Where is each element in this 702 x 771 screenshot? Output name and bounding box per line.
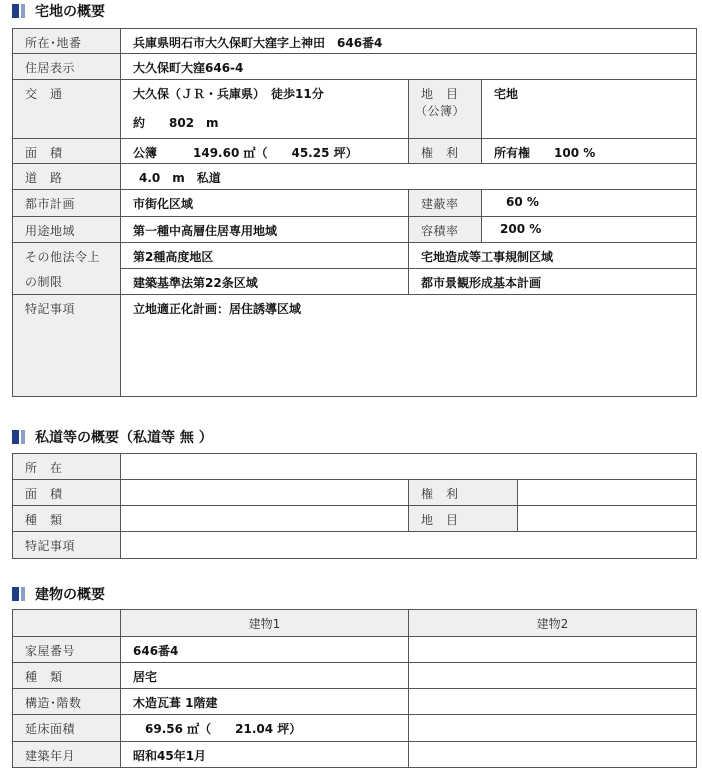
section-title-land (12, 0, 105, 22)
label-road-chimoku: 地 目 (409, 506, 518, 532)
value-road: 4.0 m 私道 (121, 164, 697, 190)
section-title-text: 建物の概要 (35, 587, 105, 603)
label-area: 面 積 (13, 139, 121, 164)
value-road-right (518, 480, 697, 506)
label-other-line2: の制限 (25, 275, 63, 289)
value-city-planning: 市街化区域 (121, 190, 409, 217)
value-area: 公簿 149.60 ㎡（ 45.25 坪） (121, 139, 409, 164)
label-chimoku (409, 80, 482, 139)
label-road-location: 所 在 (13, 454, 121, 480)
label-house-number: 家屋番号 (13, 637, 121, 663)
transport-line: 大久保（ＪＲ・兵庫県） 徒歩11分 (133, 87, 324, 101)
value-far: 200 % (482, 217, 697, 243)
header-building-1: 建物1 (121, 610, 409, 637)
label-building-type: 種 類 (13, 663, 121, 689)
label-road-notes: 特記事項 (13, 532, 121, 559)
value-location: 兵庫県明石市大久保町大窪字上神田 646番4 (121, 29, 697, 54)
value-chimoku: 宅地 (482, 80, 697, 139)
section-title-building (12, 583, 105, 605)
label-road-area: 面 積 (13, 480, 121, 506)
land-table (12, 28, 697, 397)
value-built-date-1: 昭和45年1月 (121, 742, 409, 768)
value-structure-1: 木造瓦葺 1階建 (121, 689, 409, 715)
value-structure-2 (409, 689, 697, 715)
value-zoning: 第一種中高層住居専用地域 (121, 217, 409, 243)
value-building-type-2 (409, 663, 697, 689)
value-transport (121, 80, 409, 139)
value-built-date-2 (409, 742, 697, 768)
header-building-2: 建物2 (409, 610, 697, 637)
label-other-line1: その他法令上 (25, 250, 101, 264)
value-road-location (121, 454, 697, 480)
label-road-type: 種 類 (13, 506, 121, 532)
section-marker-icon (12, 430, 19, 444)
value-floor-area-2 (409, 715, 697, 742)
value-house-number-1: 646番4 (121, 637, 409, 663)
label-chimoku-text: 地 目 (421, 87, 459, 101)
value-floor-area-1: 69.56 ㎡（ 21.04 坪） (121, 715, 409, 742)
value-other-3: 建築基準法第22条区域 (121, 269, 409, 295)
value-road-area (121, 480, 409, 506)
label-road: 道 路 (13, 164, 121, 190)
section-marker-icon (12, 4, 19, 18)
section-marker-icon (21, 587, 25, 601)
value-notes: 立地適正化計画：居住誘導区域 (121, 295, 697, 397)
section-marker-icon (21, 430, 25, 444)
value-address: 大久保町大窪646-4 (121, 54, 697, 80)
section-title-text: 私道等の概要（私道等 無 ） (35, 430, 213, 446)
value-road-type (121, 506, 409, 532)
label-chimoku-sub: （公簿） (415, 104, 466, 118)
header-blank (13, 610, 121, 637)
label-zoning: 用途地域 (13, 217, 121, 243)
transport-distance: 約 802 m (133, 116, 219, 130)
section-marker-icon (12, 587, 19, 601)
section-marker-icon (21, 4, 25, 18)
label-location: 所在･地番 (13, 29, 121, 54)
label-transport: 交 通 (13, 80, 121, 139)
value-coverage: 60 % (482, 190, 697, 217)
label-floor-area: 延床面積 (13, 715, 121, 742)
label-notes: 特記事項 (13, 295, 121, 397)
label-other-restrictions (13, 243, 121, 295)
value-other-4: 都市景観形成基本計画 (409, 269, 697, 295)
label-built-date: 建築年月 (13, 742, 121, 768)
value-building-type-1: 居宅 (121, 663, 409, 689)
label-structure: 構造･階数 (13, 689, 121, 715)
value-other-2: 宅地造成等工事規制区域 (409, 243, 697, 269)
value-road-chimoku (518, 506, 697, 532)
value-house-number-2 (409, 637, 697, 663)
value-road-notes (121, 532, 697, 559)
private-road-table (12, 453, 697, 559)
label-coverage: 建蔽率 (409, 190, 482, 217)
label-far: 容積率 (409, 217, 482, 243)
section-title-text: 宅地の概要 (35, 4, 105, 20)
label-right: 権 利 (409, 139, 482, 164)
label-city-planning: 都市計画 (13, 190, 121, 217)
building-table (12, 609, 697, 768)
section-title-private-road (12, 426, 213, 448)
value-other-1: 第2種高度地区 (121, 243, 409, 269)
label-road-right: 権 利 (409, 480, 518, 506)
value-right: 所有権 100 % (482, 139, 697, 164)
label-address: 住居表示 (13, 54, 121, 80)
